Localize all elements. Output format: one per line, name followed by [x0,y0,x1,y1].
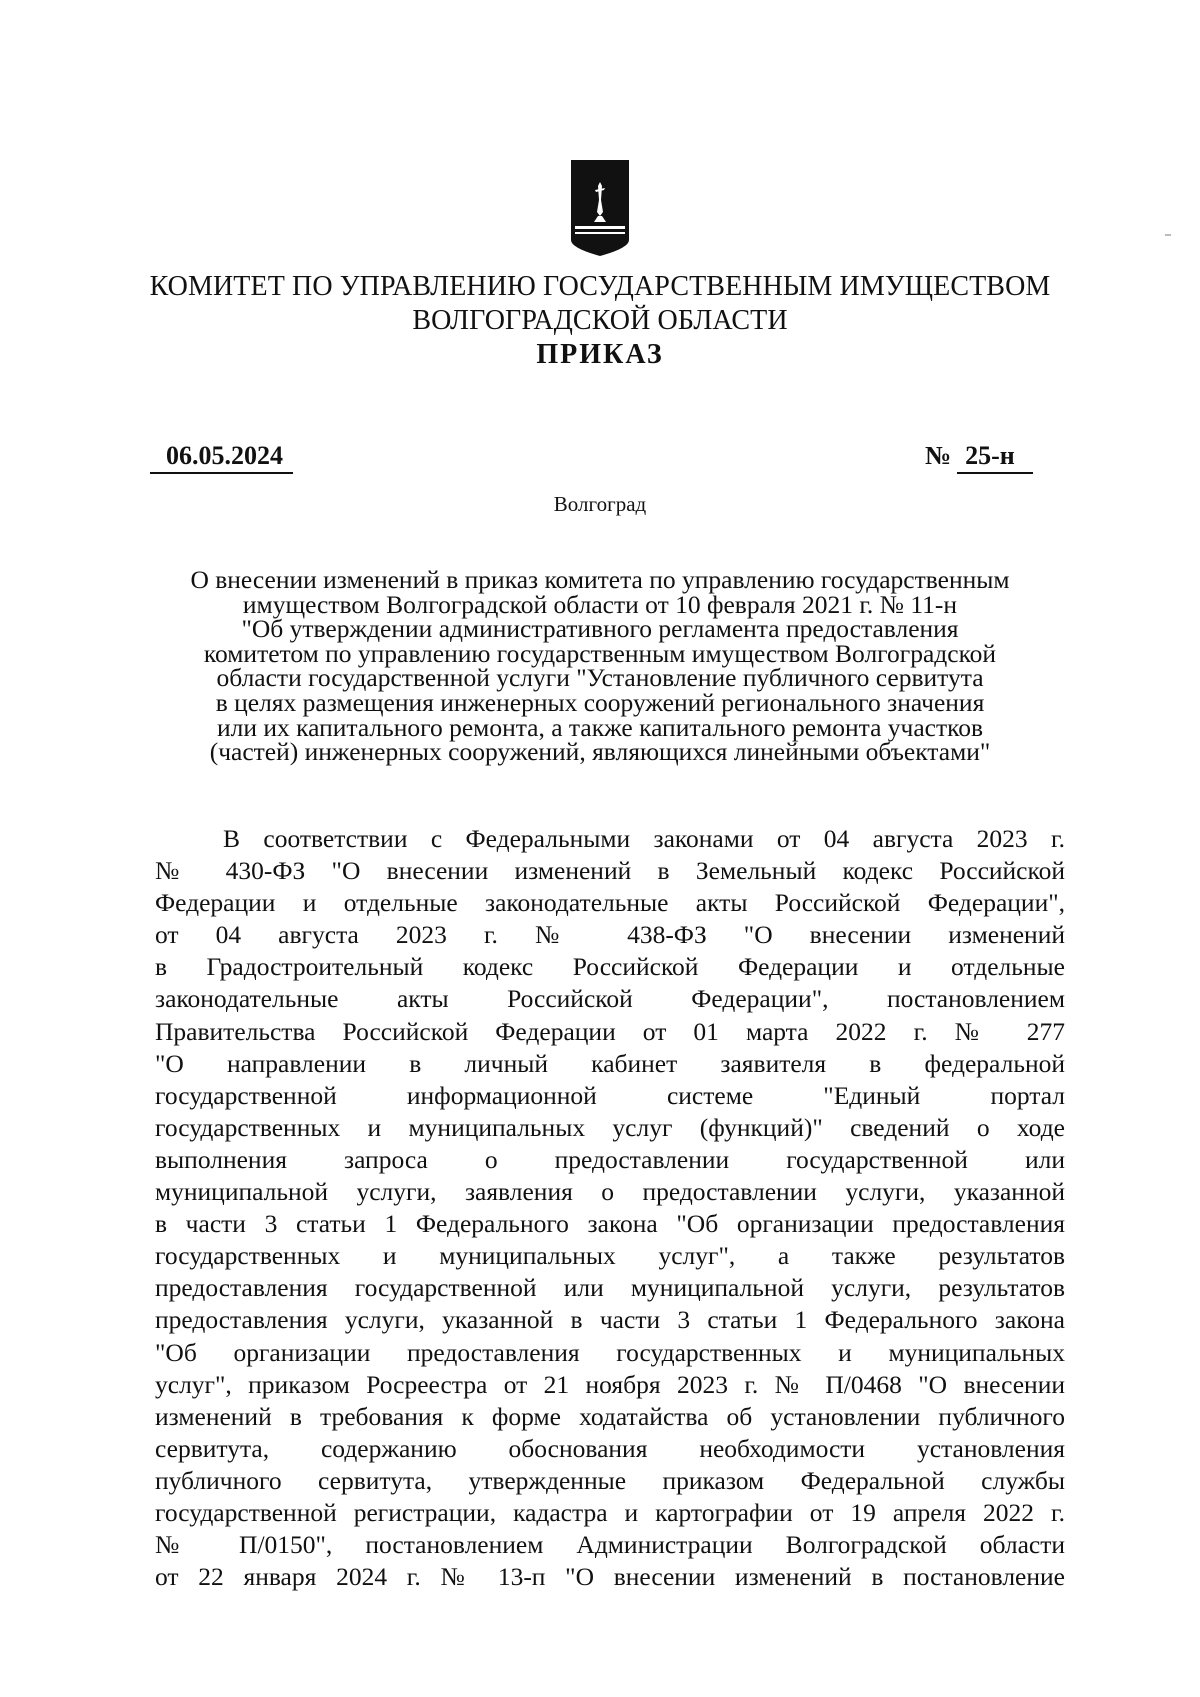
document-type: ПРИКАЗ [536,339,664,370]
document-date: 06.05.2024 [150,440,293,474]
body-line: в Градостроительный кодекс Российской Федерации и отдельные [155,952,1065,982]
body-line: "О направлении в личный кабинет заявителя в федеральной [155,1048,1065,1078]
body-line: от 04 августа 2023 г. № 438-ФЗ "О внесении изменений [155,920,1065,950]
body-line: В соответствии с Федеральными законами от 04 августа 2023 г. [223,824,1065,853]
body-line: от 22 января 2024 г. № 13-п "О внесении изменений в постановление [155,1562,1065,1592]
document-number [925,440,1033,474]
body-line: предоставления государственной или муниципальной услуги, результатов [155,1273,1065,1303]
org-name-line2: ВОЛГОГРАДСКОЙ ОБЛАСТИ [412,305,788,336]
body-line: законодательные акты Российской Федерации", постановлением [155,984,1065,1014]
subject-line: области государственной услуги "Установление публичного сервитута [216,663,984,693]
body-line: Федерации и отдельные законодательные акты Российской Федерации", [155,888,1065,918]
subject-line: или их капитального ремонта, а также капитального ремонта участков [216,712,984,742]
number-value: 25-н [957,440,1033,474]
coat-of-arms-icon [571,160,629,256]
body-line: выполнения запроса о предоставлении государственной или [155,1144,1065,1174]
body-line: в части 3 статьи 1 Федерального закона "Об организации предоставления [155,1209,1065,1239]
subject-line: комитетом по управлению государственным имуществом Волгоградской [203,638,997,668]
subject-line: имуществом Волгоградской области от 10 февраля 2021 г. № 11-н [242,589,958,619]
body-line: изменений в требования к форме ходатайства об установлении публичного [155,1401,1065,1431]
body-line: государственной регистрации, кадастра и картографии от 19 апреля 2022 г. [155,1497,1065,1527]
document-subject [140,565,1060,767]
body-line: государственных и муниципальных услуг", а также результатов [155,1241,1065,1271]
body-line: муниципальной услуги, заявления о предоставлении услуги, указанной [155,1177,1065,1207]
city: Волгоград [553,492,647,516]
body-line: услуг", приказом Росреестра от 21 ноября 2023 г. № П/0468 "О внесении [155,1369,1065,1399]
subject-line: в целях размещения инженерных сооружений регионального значения [215,687,985,717]
body-line: сервитута, содержанию обоснования необходимости установления [155,1433,1065,1463]
body-line: № П/0150", постановлением Администрации Волгоградской области [155,1530,1065,1560]
body-line: № 430-ФЗ "О внесении изменений в Земельный кодекс Российской [155,856,1065,886]
body-line: публичного сервитута, утвержденные приказом Федеральной службы [155,1465,1065,1495]
body-line: государственной информационной системе "Единый портал [155,1080,1065,1110]
subject-line: О внесении изменений в приказ комитета по управлению государственным [190,565,1010,594]
number-sign: № [925,441,952,470]
body-line: "Об организации предоставления государственных и муниципальных [155,1337,1065,1367]
subject-line: (частей) инженерных сооружений, являющихся линейными объектами" [209,737,991,767]
body-line: государственных и муниципальных услуг (функций)" сведений о ходе [155,1112,1065,1142]
org-name-line1: КОМИТЕТ ПО УПРАВЛЕНИЮ ГОСУДАРСТВЕННЫМ ИМУЩЕСТВОМ [149,271,1051,302]
document-body [155,823,1065,1593]
subject-line: "Об утверждении административного регламента предоставления [241,614,959,644]
scan-artifact [1165,234,1171,236]
body-line: Правительства Российской Федерации от 01 марта 2022 г. № 277 [155,1016,1065,1046]
body-line: предоставления услуги, указанной в части 3 статьи 1 Федерального закона [155,1305,1065,1335]
